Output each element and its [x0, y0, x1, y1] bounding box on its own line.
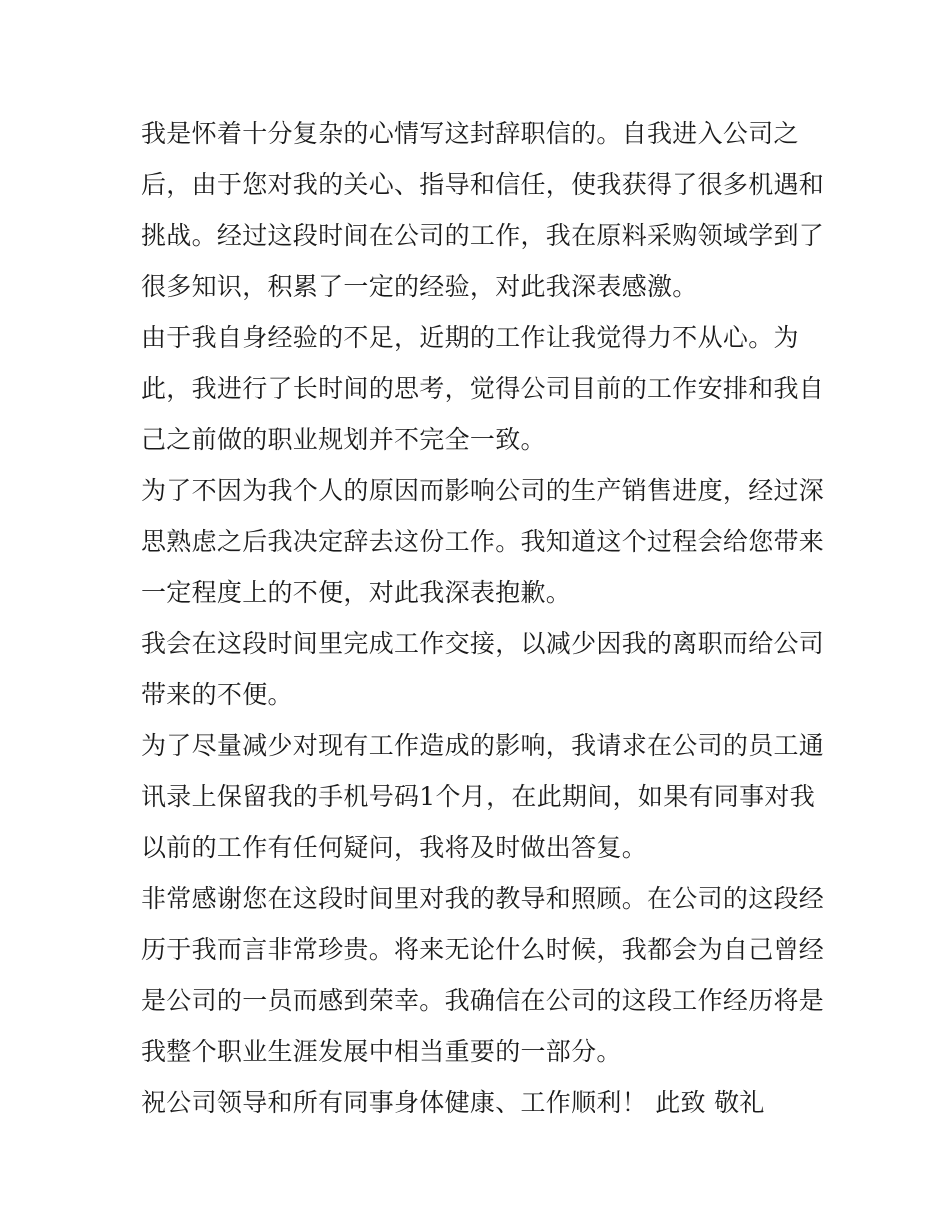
paragraph-thanks	[141, 873, 825, 1077]
text-line: 以前的工作有任何疑问，我将及时做出答复。	[141, 833, 648, 862]
text-line: 是公司的一员而感到荣幸。我确信在公司的这段工作经历将是	[141, 986, 825, 1015]
paragraph-contact	[141, 720, 825, 873]
paragraph-reason	[141, 312, 825, 465]
text-line: 挑战。经过这段时间在公司的工作，我在原料采购领域学到了	[141, 221, 825, 250]
text-line: 我是怀着十分复杂的心情写这封辞职信的。自我进入公司之	[141, 119, 799, 148]
text-line: 我会在这段时间里完成工作交接，以减少因我的离职而给公司	[141, 629, 825, 658]
text-line: 非常感谢您在这段时间里对我的教导和照顾。在公司的这段经	[141, 884, 825, 913]
text-line: 己之前做的职业规划并不完全一致。	[141, 425, 546, 454]
text-line: 历于我而言非常珍贵。将来无论什么时候，我都会为自己曾经	[141, 935, 825, 964]
text-line: 带来的不便。	[141, 680, 293, 709]
closing-line: 祝公司领导和所有同事身体健康、工作顺利！ 此致 敬礼	[141, 1088, 765, 1117]
paragraph-handover	[141, 618, 825, 720]
text-line: 我整个职业生涯发展中相当重要的一部分。	[141, 1037, 622, 1066]
text-line: 后，由于您对我的关心、指导和信任，使我获得了很多机遇和	[141, 170, 825, 199]
paragraph-gratitude	[141, 108, 825, 312]
text-line: 为了不因为我个人的原因而影响公司的生产销售进度，经过深	[141, 476, 825, 505]
text-line: 由于我自身经验的不足，近期的工作让我觉得力不从心。为	[141, 323, 799, 352]
letter-body	[141, 108, 825, 1128]
text-line: 思熟虑之后我决定辞去这份工作。我知道这个过程会给您带来	[141, 527, 825, 556]
paragraph-decision	[141, 465, 825, 618]
text-line: 为了尽量减少对现有工作造成的影响，我请求在公司的员工通	[141, 731, 825, 760]
text-line: 很多知识，积累了一定的经验，对此我深表感激。	[141, 272, 698, 301]
text-line: 讯录上保留我的手机号码1个月，在此期间，如果有同事对我	[141, 782, 816, 811]
text-line: 一定程度上的不便，对此我深表抱歉。	[141, 578, 572, 607]
text-line: 此，我进行了长时间的思考，觉得公司目前的工作安排和我自	[141, 374, 825, 403]
paragraph-closing	[141, 1077, 813, 1128]
